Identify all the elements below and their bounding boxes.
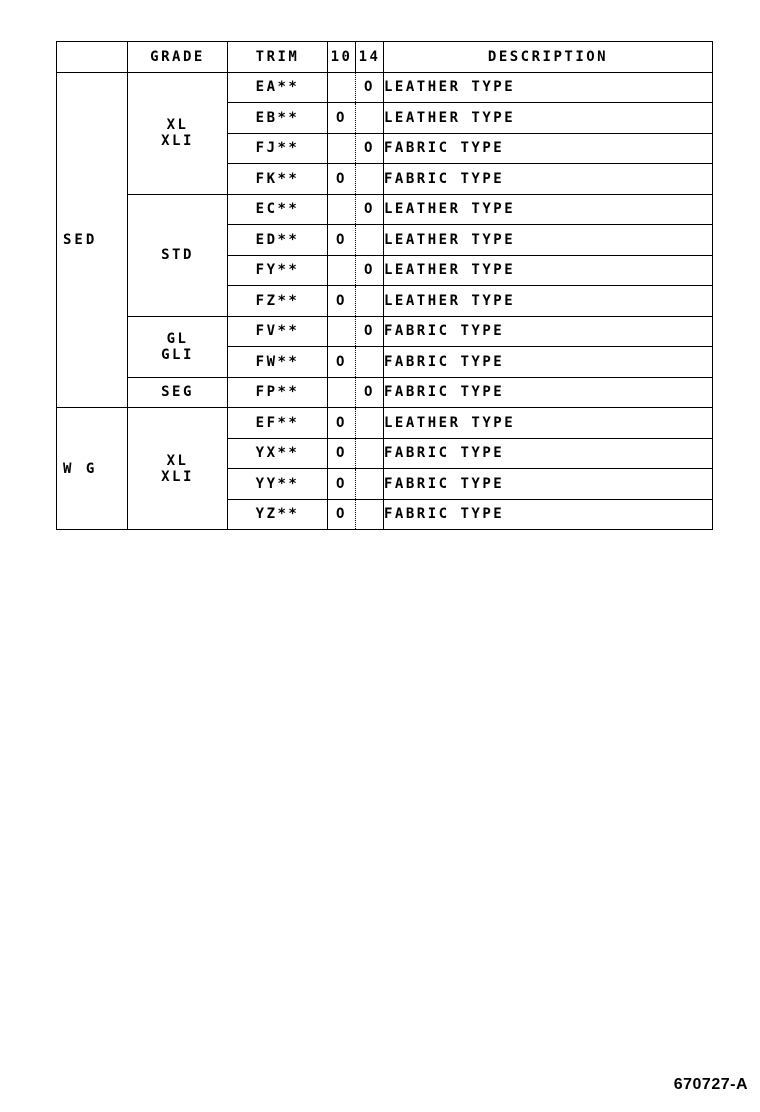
description: FABRIC TYPE [384,133,713,164]
table-row [57,408,713,439]
trim-code: FW** [228,347,328,378]
grade-label: GL [166,330,189,347]
grade-cell [128,377,228,408]
trim-code: YX** [228,438,328,469]
column-14-mark [356,469,384,500]
header-grade: GRADE [128,42,228,73]
grade-label: GLI [161,346,194,363]
trim-code: FK** [228,164,328,195]
column-10-mark: O [328,499,356,530]
table-row [57,316,713,347]
column-14-mark [356,438,384,469]
column-10-mark: O [328,408,356,439]
table-row [57,72,713,103]
column-14-mark [356,408,384,439]
description: FABRIC TYPE [384,469,713,500]
column-10-mark: O [328,286,356,317]
table-row [57,377,713,408]
column-10-mark: O [328,438,356,469]
header-trim: TRIM [228,42,328,73]
trim-code: EC** [228,194,328,225]
body-type-cell [57,72,128,408]
column-10-mark: O [328,347,356,378]
header-row [57,42,713,73]
description: LEATHER TYPE [384,103,713,134]
column-10-mark: O [328,164,356,195]
trim-code: EF** [228,408,328,439]
description: LEATHER TYPE [384,286,713,317]
description: LEATHER TYPE [384,255,713,286]
trim-code: EA** [228,72,328,103]
description: FABRIC TYPE [384,316,713,347]
grade-label: XLI [161,133,194,149]
column-14-mark [356,286,384,317]
trim-code: YZ** [228,499,328,530]
column-10-mark: O [328,103,356,134]
trim-table [56,41,713,530]
column-14-mark: O [356,316,384,347]
grade-label: XLI [161,468,194,485]
trim-code: FP** [228,377,328,408]
trim-code: FJ** [228,133,328,164]
column-14-mark [356,103,384,134]
column-10-mark: O [328,469,356,500]
description: LEATHER TYPE [384,408,713,439]
description: LEATHER TYPE [384,72,713,103]
column-10-mark: O [328,225,356,256]
column-10-mark [328,133,356,164]
column-14-mark [356,499,384,530]
trim-code: ED** [228,225,328,256]
trim-code: FZ** [228,286,328,317]
grade-cell [128,408,228,530]
grade-cell [128,72,228,194]
description: FABRIC TYPE [384,499,713,530]
grade-label: XL [166,452,189,469]
grade-label: STD [161,247,194,263]
column-14-mark [356,225,384,256]
description: FABRIC TYPE [384,347,713,378]
column-10-mark [328,255,356,286]
column-14-mark: O [356,255,384,286]
column-10-mark [328,377,356,408]
body-type-label: SED [63,231,98,248]
grade-cell [128,316,228,377]
column-14-mark: O [356,194,384,225]
column-14-mark: O [356,133,384,164]
body-type-cell [57,408,128,530]
column-10-mark [328,194,356,225]
grade-label: SEG [161,384,194,401]
description: FABRIC TYPE [384,377,713,408]
column-10-mark [328,72,356,103]
table-row [57,194,713,225]
trim-code: YY** [228,469,328,500]
description: FABRIC TYPE [384,164,713,195]
header-col-10: 10 [328,42,356,73]
header-description: DESCRIPTION [384,42,713,73]
header-body [57,42,128,73]
diagram-code: 670727-A [673,1076,748,1093]
trim-code: FY** [228,255,328,286]
column-14-mark: O [356,72,384,103]
grade-cell [128,194,228,316]
column-10-mark [328,316,356,347]
column-14-mark: O [356,377,384,408]
description: FABRIC TYPE [384,438,713,469]
trim-code: FV** [228,316,328,347]
body-type-label: W G [63,460,98,477]
description: LEATHER TYPE [384,225,713,256]
column-14-mark [356,347,384,378]
column-14-mark [356,164,384,195]
description: LEATHER TYPE [384,194,713,225]
trim-code: EB** [228,103,328,134]
header-col-14: 14 [356,42,384,73]
table-body [57,72,713,530]
grade-label: XL [166,117,189,133]
